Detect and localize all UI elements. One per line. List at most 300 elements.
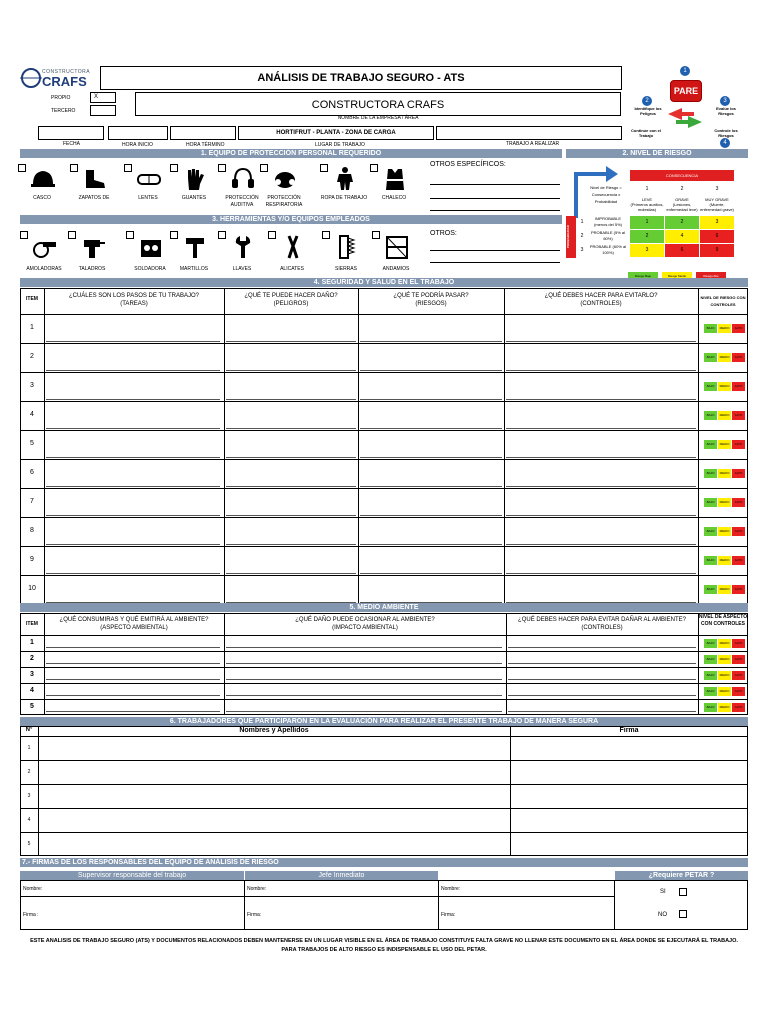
propio-label: PROPIO (51, 95, 71, 101)
workers-col-divider (510, 726, 511, 856)
sst-row-8-field-4[interactable] (506, 544, 696, 545)
sst-row-9-level (704, 556, 745, 565)
env-row-3-level-medio[interactable]: MEDIO (718, 671, 731, 680)
sst-row-9-field-1[interactable] (46, 573, 220, 574)
sst-col-divider (504, 288, 505, 604)
sst-row-6-number: 6 (30, 469, 34, 476)
sst-row-2-level-medio[interactable]: MEDIO (718, 353, 731, 362)
ppe-label-respiratoria: PROTECCIÓN RESPIRATORIA (265, 195, 303, 208)
env-row-3-level-alto[interactable]: ALTO (732, 671, 745, 680)
workers-row-2-name-field[interactable] (40, 762, 508, 782)
sst-row-10-level-bajo[interactable]: BAJO (704, 585, 717, 594)
sst-row-5-level-bajo[interactable]: BAJO (704, 440, 717, 449)
section-3-header: 3. HERRAMIENTAS Y/O EQUIPOS EMPLEADOS (20, 215, 562, 224)
tool-checkbox-llaves[interactable] (218, 231, 226, 239)
sst-row-8-level-alto[interactable]: ALTO (732, 527, 745, 536)
risk-probabilidad-label: PROBABILIDAD (566, 216, 576, 258)
sst-row-9-field-3[interactable] (360, 573, 502, 574)
sst-row-4-field-2[interactable] (226, 428, 356, 429)
hora-termino-label: HORA TÉRMINO (186, 142, 225, 148)
petar-si-checkbox[interactable] (679, 888, 687, 896)
sst-row-7-level (704, 498, 745, 507)
ppe-checkbox-respiratoria[interactable] (260, 164, 268, 172)
sst-row-1-field-2[interactable] (226, 341, 356, 342)
risk-col-1-desc: (Primeros auxilios, molestias) (630, 202, 664, 212)
risk-col-3-num: 3 (715, 186, 719, 192)
env-row-1-number: 1 (30, 639, 34, 646)
amoladoras-icon (32, 234, 58, 260)
workers-row-4-name-field[interactable] (40, 810, 508, 830)
sst-col-sub-2: (PELIGROS) (273, 301, 309, 307)
ppe-label-chaleco: CHALECO (381, 195, 407, 201)
env-row-3-level-bajo[interactable]: BAJO (704, 671, 717, 680)
sst-table-border (20, 288, 748, 604)
tools-otros-label: OTROS: (430, 230, 457, 237)
risk-col-1-name (630, 197, 664, 212)
sst-col-question-2: ¿QUÉ TE PUEDE HACER DAÑO? (244, 293, 338, 299)
lugar-label: LUGAR DE TRABAJO (315, 142, 365, 148)
risk-row-1-name: IMPROBABLE (menos del 5%) (593, 216, 622, 227)
risk-cell-1-2: 2 (665, 216, 699, 229)
workers-row-divider (20, 784, 748, 785)
sst-row-1-field-4[interactable] (506, 341, 696, 342)
sst-row-9-level-alto[interactable]: ALTO (732, 556, 745, 565)
pare-step-3-number: 3 (720, 96, 730, 106)
sst-row-10-level-alto[interactable]: ALTO (732, 585, 745, 594)
sst-row-5-level-medio[interactable]: MEDIO (718, 440, 731, 449)
martillos-icon (182, 234, 208, 260)
sst-col-divider (698, 288, 699, 604)
guantes-icon (182, 166, 208, 192)
env-row-4-field-1[interactable] (46, 695, 220, 696)
risk-cell-1-3: 3 (700, 216, 734, 229)
workers-row-3-name-field[interactable] (40, 786, 508, 806)
lugar-value: HORTIFRUT - PLANTA - ZONA DE CARGA (276, 130, 396, 136)
logo-box (20, 66, 100, 90)
pare-arrows (664, 104, 706, 132)
tool-label-amoladoras: AMOLADORAS (26, 266, 62, 272)
lentes-icon (136, 166, 162, 192)
third-firma-label: Firma: (441, 912, 456, 918)
risk-cell-3-1: 3 (630, 244, 664, 257)
risk-col-2-name (665, 197, 699, 212)
jefe-nombre-label: Nombre: (247, 886, 267, 892)
tool-label-andamios: ANDAMIOS (382, 266, 410, 272)
tool-label-llaves: LLAVES (232, 266, 252, 272)
section-5-header: 5. MEDIO AMBIENTE (20, 603, 748, 612)
workers-names-header: Nombres y Apellidos (239, 727, 309, 734)
env-col-sub-2: (IMPACTO AMBIENTAL) (332, 625, 398, 631)
env-row-2-field-3[interactable] (508, 663, 696, 664)
sst-row-9-level-bajo[interactable]: BAJO (704, 556, 717, 565)
risk-row-2-name: PROBABLE (5% al 60%) (590, 230, 625, 241)
sst-row-10-number: 10 (28, 585, 36, 592)
sst-col-header-1 (44, 292, 224, 308)
sig-divider-2 (438, 880, 439, 930)
sst-row-10-level-medio[interactable]: MEDIO (718, 585, 731, 594)
workers-n-header: N° (25, 727, 33, 733)
risk-cell-1-1: 1 (630, 216, 664, 229)
footer-notice: ESTE ANALISIS DE TRABAJO SEGURO (ATS) Y DOCUMENTOS RELACIONADOS DEBEN MANTENERSE EN UN LUGAR VISIBLE EN EL ÁREA DE TRABAJO CONSTITUYE FALTA GRAVE NO LLENAR ESTE DOCUMENTO EN EL ÁREA DONDE SE EJECUTARÁ EL TRABAJO. PARA TRABAJOS DE ALTO RIESGO ES INDISPENSABLE EL USO DEL PETAR. (30, 938, 738, 953)
sst-row-divider (20, 430, 748, 431)
sst-row-divider (20, 372, 748, 373)
sst-row-5-field-1[interactable] (46, 457, 220, 458)
auditiva-icon (230, 166, 256, 192)
sst-row-3-level-bajo[interactable]: BAJO (704, 382, 717, 391)
env-row-1-level-bajo[interactable]: BAJO (704, 639, 717, 648)
sst-col-divider (358, 288, 359, 604)
env-row-2-field-1[interactable] (46, 663, 220, 664)
sst-row-2-level-bajo[interactable]: BAJO (704, 353, 717, 362)
env-row-5-level-alto[interactable]: ALTO (732, 703, 745, 712)
pare-sign-icon (670, 80, 702, 102)
sst-row-8-level-bajo[interactable]: BAJO (704, 527, 717, 536)
petar-si-label: SI (660, 889, 666, 895)
sst-row-5-level-alto[interactable]: ALTO (732, 440, 745, 449)
hora-inicio-field[interactable] (108, 126, 168, 140)
sst-row-8-field-3[interactable] (360, 544, 502, 545)
hora-inicio-label: HORA INICIO (122, 142, 153, 148)
env-row-divider (20, 683, 748, 684)
env-row-5-level-medio[interactable]: MEDIO (718, 703, 731, 712)
sst-row-7-level-medio[interactable]: MEDIO (718, 498, 731, 507)
env-row-5-field-2[interactable] (226, 711, 502, 712)
sst-row-7-level-alto[interactable]: ALTO (732, 498, 745, 507)
sst-row-5-field-3[interactable] (360, 457, 502, 458)
sst-row-divider (20, 459, 748, 460)
sst-row-6-level (704, 469, 745, 478)
lugar-field[interactable] (238, 126, 434, 140)
risk-col-2-title: GRAVE (675, 197, 689, 202)
env-row-2-level-medio[interactable]: MEDIO (718, 655, 731, 664)
alicates-icon (280, 234, 306, 260)
workers-row-4-number: 4 (27, 817, 31, 823)
sst-row-2-number: 2 (30, 353, 34, 360)
sst-row-1-field-3[interactable] (360, 341, 502, 342)
risk-legend-low: Riesgo Bajo (628, 272, 658, 280)
petar-header: ¿Requiere PETAR ? (615, 871, 748, 880)
ppe-checkbox-auditiva[interactable] (218, 164, 226, 172)
sst-row-2-field-1[interactable] (46, 370, 220, 371)
tool-checkbox-andamios[interactable] (372, 231, 380, 239)
sst-row-6-field-4[interactable] (506, 486, 696, 487)
sst-row-1-level-bajo[interactable]: BAJO (704, 324, 717, 333)
pare-step-4-label: Controle los Riesgos (714, 128, 738, 138)
sst-row-5-number: 5 (30, 440, 34, 447)
ppe-label-ropa: ROPA DE TRABAJO (320, 195, 368, 201)
andamios-icon (384, 234, 410, 260)
sst-row-9-field-4[interactable] (506, 573, 696, 574)
sst-row-7-field-3[interactable] (360, 515, 502, 516)
ppe-checkbox-chaleco[interactable] (370, 164, 378, 172)
propio-value: X (94, 94, 99, 100)
env-row-divider (20, 635, 748, 636)
env-row-4-level-alto[interactable]: ALTO (732, 687, 745, 696)
env-col-header-1 (44, 616, 224, 632)
env-row-5-number: 5 (30, 703, 34, 710)
sst-row-7-level-bajo[interactable]: BAJO (704, 498, 717, 507)
workers-row-1-name-field[interactable] (40, 738, 508, 758)
sst-row-3-level-alto[interactable]: ALTO (732, 382, 745, 391)
sig-row-divider (20, 896, 614, 897)
env-row-5-field-1[interactable] (46, 711, 220, 712)
env-row-2-number: 2 (30, 655, 34, 662)
sst-item-header: ITEM (26, 296, 38, 302)
tools-otros-line-2 (430, 262, 560, 263)
tool-checkbox-sierras[interactable] (322, 231, 330, 239)
sst-row-5-field-2[interactable] (226, 457, 356, 458)
workers-row-3-firma-field[interactable] (512, 786, 746, 806)
sst-row-3-field-3[interactable] (360, 399, 502, 400)
logo-main-text: CRAFS (42, 74, 87, 89)
sst-row-divider (20, 517, 748, 518)
tool-checkbox-alicates[interactable] (268, 231, 276, 239)
sst-row-7-number: 7 (30, 498, 34, 505)
env-col-question-1: ¿QUÉ CONSUMIRAS Y QUÉ EMITIRÁ AL AMBIENTE? (59, 617, 209, 623)
sst-row-5-field-4[interactable] (506, 457, 696, 458)
petar-no-checkbox[interactable] (679, 910, 687, 918)
sst-row-divider (20, 575, 748, 576)
workers-row-2-number: 2 (27, 769, 31, 775)
sst-col-question-4: ¿QUÉ DEBES HACER PARA EVITARLO? (544, 293, 658, 299)
env-row-3-field-1[interactable] (46, 679, 220, 680)
env-nivel-header: NIVEL DE ASPECTO CON CONTROLES (698, 614, 748, 627)
pare-graphic (624, 66, 748, 148)
sst-row-3-field-2[interactable] (226, 399, 356, 400)
sst-row-6-field-3[interactable] (360, 486, 502, 487)
sst-row-3-field-4[interactable] (506, 399, 696, 400)
pare-step-3-label: Continúe con el Trabajo (631, 128, 661, 138)
sst-row-2-field-4[interactable] (506, 370, 696, 371)
sig-divider-3 (614, 880, 615, 930)
ppe-label-zapatos: ZAPATOS DE (78, 195, 110, 201)
ppe-otros-line-3 (430, 210, 560, 211)
env-row-4-field-2[interactable] (226, 695, 502, 696)
env-col-question-3: ¿QUÉ DEBES HACER PARA EVITAR DAÑAR AL AMBIENTE? (518, 617, 686, 623)
workers-row-5-firma-field[interactable] (512, 834, 746, 854)
trabajo-field[interactable] (436, 126, 622, 140)
sst-row-4-number: 4 (30, 411, 34, 418)
env-row-1-level-alto[interactable]: ALTO (732, 639, 745, 648)
sst-row-8-field-1[interactable] (46, 544, 220, 545)
hora-termino-field[interactable] (170, 126, 236, 140)
workers-row-divider (20, 736, 748, 737)
sst-row-10-level (704, 585, 745, 594)
sst-col-header-2 (224, 292, 358, 308)
sst-row-6-field-1[interactable] (46, 486, 220, 487)
ppe-checkbox-lentes[interactable] (124, 164, 132, 172)
env-row-2-level (704, 655, 745, 664)
pare-sign-text: PARE (673, 86, 699, 96)
workers-row-divider (20, 760, 748, 761)
risk-row-1-num: 1 (580, 219, 584, 225)
ppe-checkbox-casco[interactable] (18, 164, 26, 172)
tools-otros-line-1 (430, 250, 560, 251)
workers-firma-header: Firma (619, 727, 639, 734)
fecha-field[interactable] (38, 126, 104, 140)
env-row-5-field-3[interactable] (508, 711, 696, 712)
sst-row-2-level (704, 353, 745, 362)
casco-icon (30, 166, 56, 192)
ropa-icon (332, 166, 358, 192)
soldadora-icon (138, 234, 164, 260)
ppe-otros-line-1 (430, 184, 560, 185)
fecha-label: FECHA (63, 141, 80, 147)
tool-checkbox-martillos[interactable] (170, 231, 178, 239)
workers-row-1-firma-field[interactable] (512, 738, 746, 758)
workers-row-5-name-field[interactable] (40, 834, 508, 854)
tool-label-martillos: MARTILLOS (179, 266, 209, 272)
sst-row-divider (20, 343, 748, 344)
sst-row-1-level-medio[interactable]: MEDIO (718, 324, 731, 333)
workers-row-4-firma-field[interactable] (512, 810, 746, 830)
sst-row-4-field-3[interactable] (360, 428, 502, 429)
env-col-header-3 (506, 616, 698, 632)
env-row-1-level-medio[interactable]: MEDIO (718, 639, 731, 648)
risk-row-2-num: 2 (580, 233, 584, 239)
sst-row-4-level-bajo[interactable]: BAJO (704, 411, 717, 420)
logo-top-text: CONSTRUCTORA (42, 69, 91, 75)
tool-checkbox-taladros[interactable] (68, 231, 76, 239)
sst-row-1-field-1[interactable] (46, 341, 220, 342)
tool-checkbox-amoladoras[interactable] (20, 231, 28, 239)
env-row-3-field-3[interactable] (508, 679, 696, 680)
sst-row-divider (20, 314, 748, 315)
sst-row-7-field-1[interactable] (46, 515, 220, 516)
env-row-5-level-bajo[interactable]: BAJO (704, 703, 717, 712)
sst-row-9-field-2[interactable] (226, 573, 356, 574)
sst-row-4-level (704, 411, 745, 420)
env-col-header-2 (224, 616, 506, 632)
env-col-sub-1: (ASPECTO AMBIENTAL) (100, 625, 168, 631)
ppe-otros-label: OTROS ESPECÍFICOS: (430, 161, 506, 168)
respiratoria-icon (272, 166, 298, 192)
sig-divider-1 (244, 880, 245, 930)
sst-row-6-level-alto[interactable]: ALTO (732, 469, 745, 478)
sst-col-sub-3: (RIESGOS) (415, 301, 447, 307)
sst-col-question-3: ¿QUÉ TE PODRÍA PASAR? (393, 293, 469, 299)
env-row-1-field-2[interactable] (226, 647, 502, 648)
env-row-1-level (704, 639, 745, 648)
env-row-1-field-1[interactable] (46, 647, 220, 648)
sst-nivel-header: NIVEL DE RIESGO CON CONTROLES (700, 295, 746, 307)
env-col-question-2: ¿QUÉ DAÑO PUEDE OCASIONAR AL AMBIENTE? (295, 617, 435, 623)
company-name-field[interactable] (135, 92, 621, 116)
section-7-header: 7.- FIRMAS DE LOS RESPONSABLES DEL EQUIPO DE ANÁLISIS DE RIESGO (20, 858, 748, 867)
sst-row-3-level-medio[interactable]: MEDIO (718, 382, 731, 391)
ppe-checkbox-ropa[interactable] (320, 164, 328, 172)
ppe-checkbox-zapatos[interactable] (70, 164, 78, 172)
sst-row-8-level-medio[interactable]: MEDIO (718, 527, 731, 536)
sst-row-5-level (704, 440, 745, 449)
sst-row-8-number: 8 (30, 527, 34, 534)
sst-col-sub-1: (TAREAS) (120, 301, 148, 307)
env-row-4-level-medio[interactable]: MEDIO (718, 687, 731, 696)
supervisor-nombre-label: Nombre: (23, 886, 43, 892)
env-row-2-level-alto[interactable]: ALTO (732, 655, 745, 664)
pare-step-1-label: Identifique los Peligros (634, 106, 662, 116)
section-1-header: 1. EQUIPO DE PROTECCIÓN PERSONAL REQUERIDO (20, 149, 562, 158)
sst-row-4-field-1[interactable] (46, 428, 220, 429)
risk-cell-3-2: 6 (665, 244, 699, 257)
risk-col-3-desc: (Muerte, enfermedad grave) (700, 202, 734, 212)
sst-row-7-field-4[interactable] (506, 515, 696, 516)
sst-row-4-field-4[interactable] (506, 428, 696, 429)
signatures-box (20, 880, 748, 930)
title-box (100, 66, 622, 90)
sst-row-1-level (704, 324, 745, 333)
trabajo-label: TRABAJO A REALIZAR (506, 141, 560, 147)
zapatos-icon (82, 166, 108, 192)
page-title: ANÁLISIS DE TRABAJO SEGURO - ATS (257, 72, 465, 84)
risk-matrix (566, 160, 748, 288)
sst-row-7-field-2[interactable] (226, 515, 356, 516)
sst-row-1-level-alto[interactable]: ALTO (732, 324, 745, 333)
env-row-3-field-2[interactable] (226, 679, 502, 680)
sst-row-3-level (704, 382, 745, 391)
supervisor-firma-label: Firma : (23, 912, 39, 918)
sst-col-divider (224, 288, 225, 604)
sst-row-2-field-2[interactable] (226, 370, 356, 371)
petar-no-label: NO (658, 912, 667, 918)
sst-row-8-level (704, 527, 745, 536)
sst-row-4-level-medio[interactable]: MEDIO (718, 411, 731, 420)
tool-label-alicates: ALICATES (280, 266, 304, 272)
section-6-header: 6. TRABAJADORES QUE PARTICIPARON EN LA EVALUACIÓN PARA REALIZAR EL PRESENTE TRABAJO DE MANERA SEGURA (20, 717, 748, 726)
sst-col-header-4 (504, 292, 698, 308)
env-row-divider (20, 699, 748, 700)
env-row-1-field-3[interactable] (508, 647, 696, 648)
pare-step-4-number: 4 (720, 138, 730, 148)
tool-label-sierras: SIERRAS (335, 266, 357, 272)
risk-col-1-num: 1 (645, 186, 649, 192)
sst-row-3-field-1[interactable] (46, 399, 220, 400)
tercero-field[interactable] (90, 105, 116, 116)
sst-row-8-field-2[interactable] (226, 544, 356, 545)
sst-row-6-level-bajo[interactable]: BAJO (704, 469, 717, 478)
risk-cell-2-2: 4 (665, 230, 699, 243)
propio-field[interactable] (90, 92, 116, 103)
sst-row-6-level-medio[interactable]: MEDIO (718, 469, 731, 478)
tool-checkbox-soldadora[interactable] (126, 231, 134, 239)
risk-formula-label: Nivel de Riesgo = Consecuencia x Probabilidad (590, 185, 622, 204)
workers-row-2-firma-field[interactable] (512, 762, 746, 782)
env-row-2-level-bajo[interactable]: BAJO (704, 655, 717, 664)
sierras-icon (334, 234, 360, 260)
env-row-2-field-2[interactable] (226, 663, 502, 664)
risk-col-2-num: 2 (680, 186, 684, 192)
env-row-4-field-3[interactable] (508, 695, 696, 696)
logo-icon (20, 66, 42, 90)
ppe-label-auditiva: PROTECCIÓN AUDITIVA (225, 195, 259, 208)
workers-row-divider (20, 832, 748, 833)
risk-row-3-name: PROBABLE (60% al 100%) (589, 244, 627, 255)
risk-row-3-num: 3 (580, 247, 584, 253)
sst-row-9-level-medio[interactable]: MEDIO (718, 556, 731, 565)
risk-col-3-title: MUY GRAVE (705, 197, 729, 202)
sst-row-2-field-3[interactable] (360, 370, 502, 371)
sst-row-divider (20, 401, 748, 402)
sst-col-question-1: ¿CUÁLES SON LOS PASOS DE TU TRABAJO? (68, 293, 200, 299)
sst-row-4-level-alto[interactable]: ALTO (732, 411, 745, 420)
workers-col-divider (38, 726, 39, 856)
sst-row-6-field-2[interactable] (226, 486, 356, 487)
env-row-4-level (704, 687, 745, 696)
sst-row-2-level-alto[interactable]: ALTO (732, 353, 745, 362)
env-col-sub-3: (CONTROLES) (581, 625, 623, 631)
env-row-4-level-bajo[interactable]: BAJO (704, 687, 717, 696)
ppe-checkbox-guantes[interactable] (170, 164, 178, 172)
